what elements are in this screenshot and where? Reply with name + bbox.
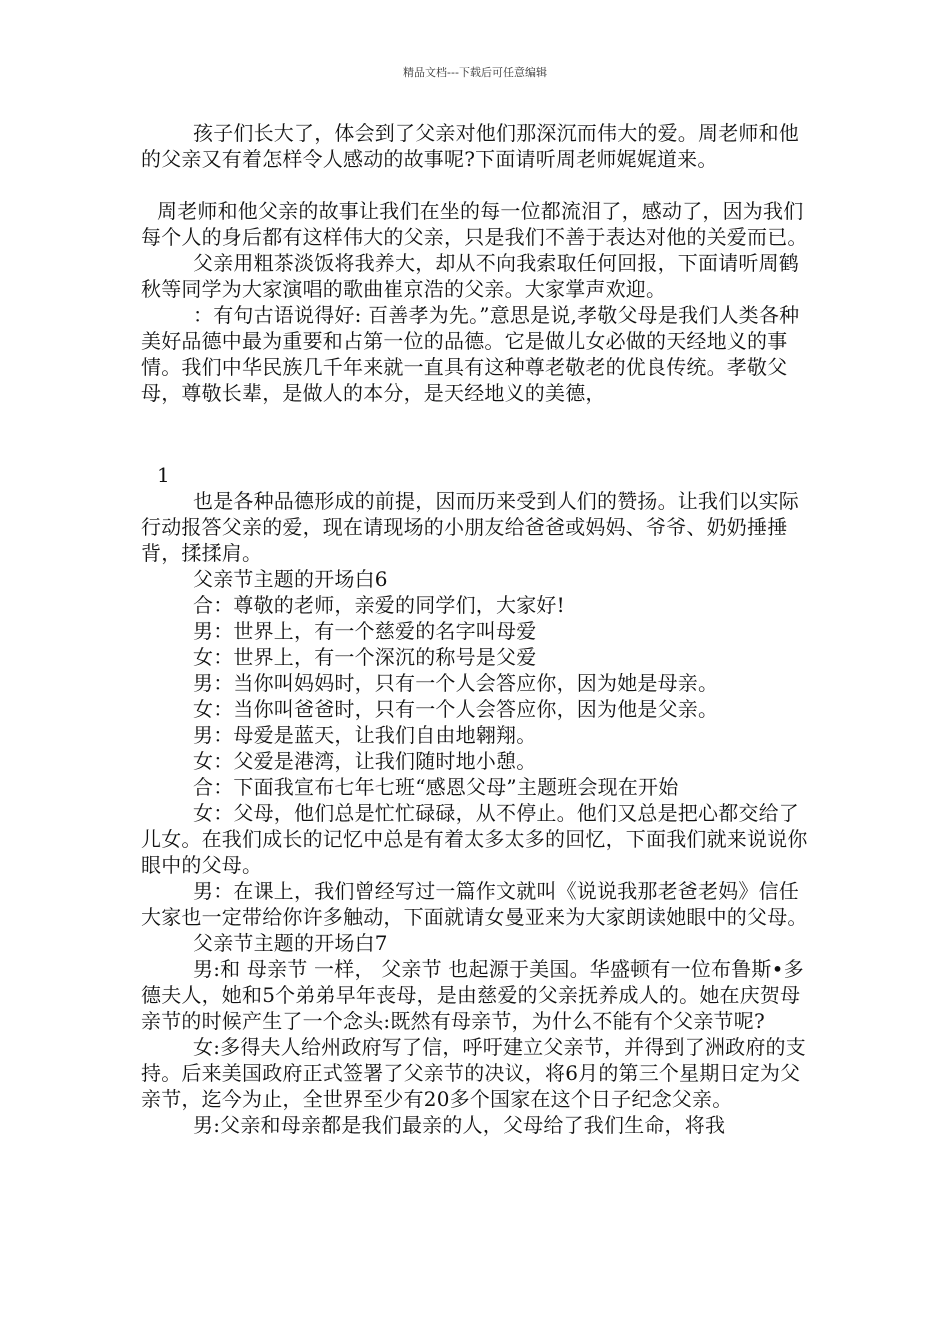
dialogue-line: 男:父亲和母亲都是我们最亲的人，父母给了我们生命，将我	[193, 1113, 726, 1137]
dialogue-line: 男：世界上，有一个慈爱的名字叫母爱	[193, 619, 537, 643]
spacer	[141, 406, 809, 462]
dialogue-line: 男：在课上，我们曾经写过一篇作文就叫《说说我那老爸老妈》信任大家也一定带给你许多触动，下面就请女曼亚来为大家朗读她眼中的父母。	[141, 879, 808, 929]
section-title-7: 父亲节主题的开场白7	[193, 931, 388, 955]
dialogue-line: 女：世界上，有一个深沉的称号是父爱	[193, 645, 537, 669]
paragraph-filial: ：有句古语说得好: 百善孝为先。”意思是说,孝敬父母是我们人类各种美好品德中最为重要和占第一位的品德。它是做儿女必做的天经地义的事情。我们中华民族几千年来就一直具有这种尊老敬老的优良传统。孝敬父母，尊敬长辈，是做人的本分，是天经地义的美德，	[141, 303, 800, 405]
document-body	[141, 120, 809, 1138]
dialogue-line: 女：父母，他们总是忙忙碌碌，从不停止。他们又总是把心都交给了儿女。在我们成长的记忆中总是有着太多太多的回忆，下面我们就来说说你眼中的父母。	[141, 801, 808, 877]
dialogue-line: 男:和 母亲节 一样， 父亲节 也起源于美国。华盛顿有一位布鲁斯•多德夫人，她和5个弟弟早年丧母，是由慈爱的父亲抚养成人的。她在庆贺母亲节的时候产生了一个念头:既然有母亲节，为什么不能有个父亲节呢?	[141, 957, 804, 1033]
dialogue-line: 女：父爱是港湾，让我们随时地小憩。	[193, 749, 537, 773]
spacer	[141, 172, 809, 198]
page-number: 1	[157, 463, 170, 487]
dialogue-line: 男：母爱是蓝天，让我们自由地翱翔。	[193, 723, 537, 747]
paragraph-story: 周老师和他父亲的故事让我们在坐的每一位都流泪了，感动了，因为我们每个人的身后都有这样伟大的父亲，只是我们不善于表达对他的关爱而已。	[141, 199, 808, 249]
dialogue-line: 女:多得夫人给州政府写了信，呼吁建立父亲节，并得到了洲政府的支持。后来美国政府正式签署了父亲节的决议，将6月的第三个星期日定为父亲节，迄今为止，全世界至少有20多个国家在这个日子纪念父亲。	[141, 1035, 806, 1111]
dialogue-line: 合：下面我宣布七年七班“感恩父母”主题班会现在开始	[193, 775, 679, 799]
page-header: 精品文档---下载后可任意编辑	[403, 66, 547, 79]
paragraph-intro: 孩子们长大了，体会到了父亲对他们那深沉而伟大的爱。周老师和他的父亲又有着怎样令人感动的故事呢?下面请听周老师娓娓道来。	[141, 121, 799, 171]
section-title-6: 父亲节主题的开场白6	[193, 567, 388, 591]
dialogue-line: 合：尊敬的老师，亲爱的同学们，大家好!	[193, 593, 565, 617]
paragraph-song: 父亲用粗茶淡饭将我养大，却从不向我索取任何回报，下面请听周鹤秋等同学为大家演唱的歌曲崔京浩的父亲。大家掌声欢迎。	[141, 251, 799, 301]
dialogue-line: 女：当你叫爸爸时，只有一个人会答应你，因为他是父亲。	[193, 697, 719, 721]
paragraph-continue: 也是各种品德形成的前提，因而历来受到人们的赞扬。让我们以实际行动报答父亲的爱，现在请现场的小朋友给爸爸或妈妈、爷爷、奶奶捶捶背，揉揉肩。	[141, 489, 799, 565]
dialogue-line: 男：当你叫妈妈时，只有一个人会答应你，因为她是母亲。	[193, 671, 719, 695]
